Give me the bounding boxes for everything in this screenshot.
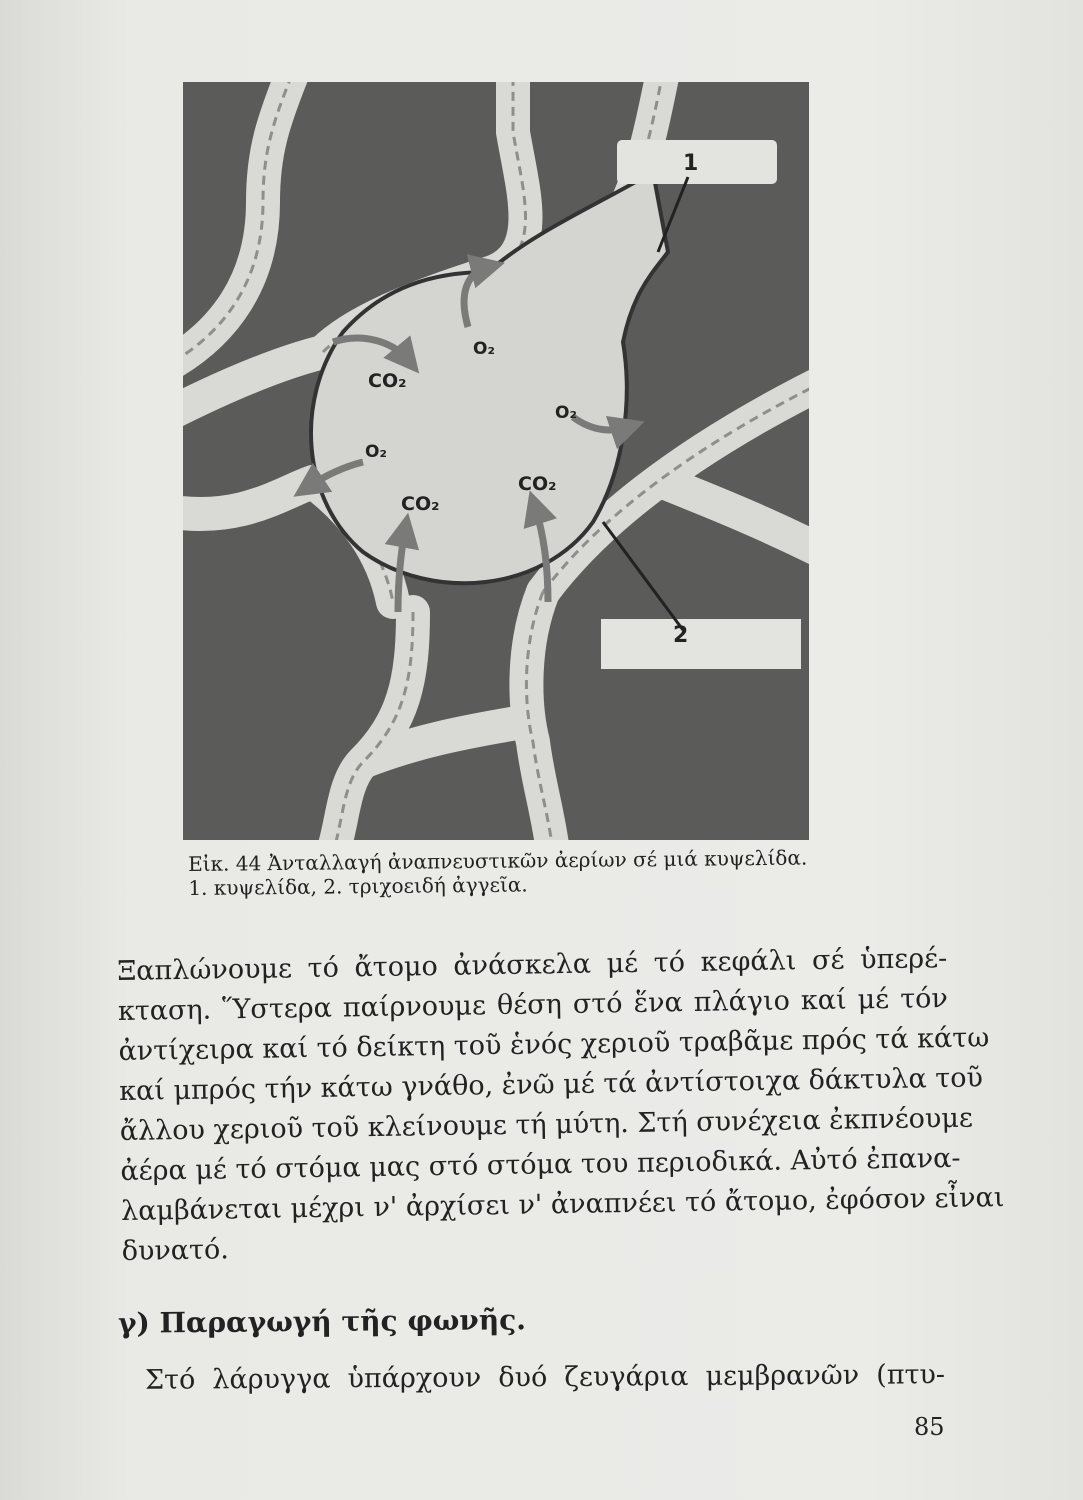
caption-title: Εἰκ. 44 Ἀνταλλαγή ἀναπνευστικῶν ἀερίων σέ μιά κυψελίδα. <box>188 845 808 876</box>
section-heading: γ) Παραγωγή τῆς φωνῆς. <box>117 1303 527 1340</box>
paragraph-line: Ξαπλώνουμε τό ἄτομο ἀνάσκελα μέ τό κεφάλι σέ ὑπερέ- <box>117 942 948 987</box>
paragraph-line: λαμβάνεται μέχρι ν' ἀρχίσει ν' ἀναπνέει τό ἄτομο, ἐφόσον εἶναι <box>120 1182 1005 1227</box>
body-paragraph <box>117 939 1005 1272</box>
co2-label-1: CO₂ <box>368 370 407 392</box>
o2-label-1: O₂ <box>473 339 495 359</box>
paragraph-line: κταση. Ὕστερα παίρνουμε θέση στό ἕνα πλάγιο καί μέ τόν <box>117 982 949 1027</box>
label-1: 1 <box>683 151 699 176</box>
alveolus-diagram <box>183 82 809 840</box>
paragraph-line: ἄλλου χεριοῦ τοῦ κλείνουμε τή μύτη. Στή συνέχεια ἐκπνέουμε <box>119 1102 974 1147</box>
section-first-line: Στό λάρυγγα ὑπάρχουν δυό ζευγάρια μεμβρανῶν (πτυ- <box>144 1359 946 1396</box>
o2-label-2: O₂ <box>555 403 577 423</box>
label-box-2 <box>601 619 801 669</box>
paragraph-line: δυνατό. <box>121 1234 230 1267</box>
label-2: 2 <box>673 623 689 648</box>
paragraph-line: ἀέρα μέ τό στόμα μας στό στόμα του περιοδικά. Αὐτό ἐπανα- <box>120 1142 961 1187</box>
caption-legend: 1. κυψελίδα, 2. τριχοειδή ἀγγεῖα. <box>188 872 528 900</box>
alveolus-figure <box>183 82 809 840</box>
paragraph-line: καί μπρός τήν κάτω γνάθο, ἐνῶ μέ τά ἀντίστοιχα δάκτυλα τοῦ <box>118 1062 984 1107</box>
paragraph-line: ἀντίχειρα καί τό δείκτη τοῦ ἑνός χεριοῦ τραβᾶμε πρός τά κάτω <box>118 1022 990 1067</box>
co2-label-2: CO₂ <box>401 493 440 515</box>
figure-caption <box>188 846 808 900</box>
o2-label-3: O₂ <box>365 442 387 462</box>
page-number: 85 <box>914 1413 945 1441</box>
co2-label-3: CO₂ <box>518 473 557 495</box>
